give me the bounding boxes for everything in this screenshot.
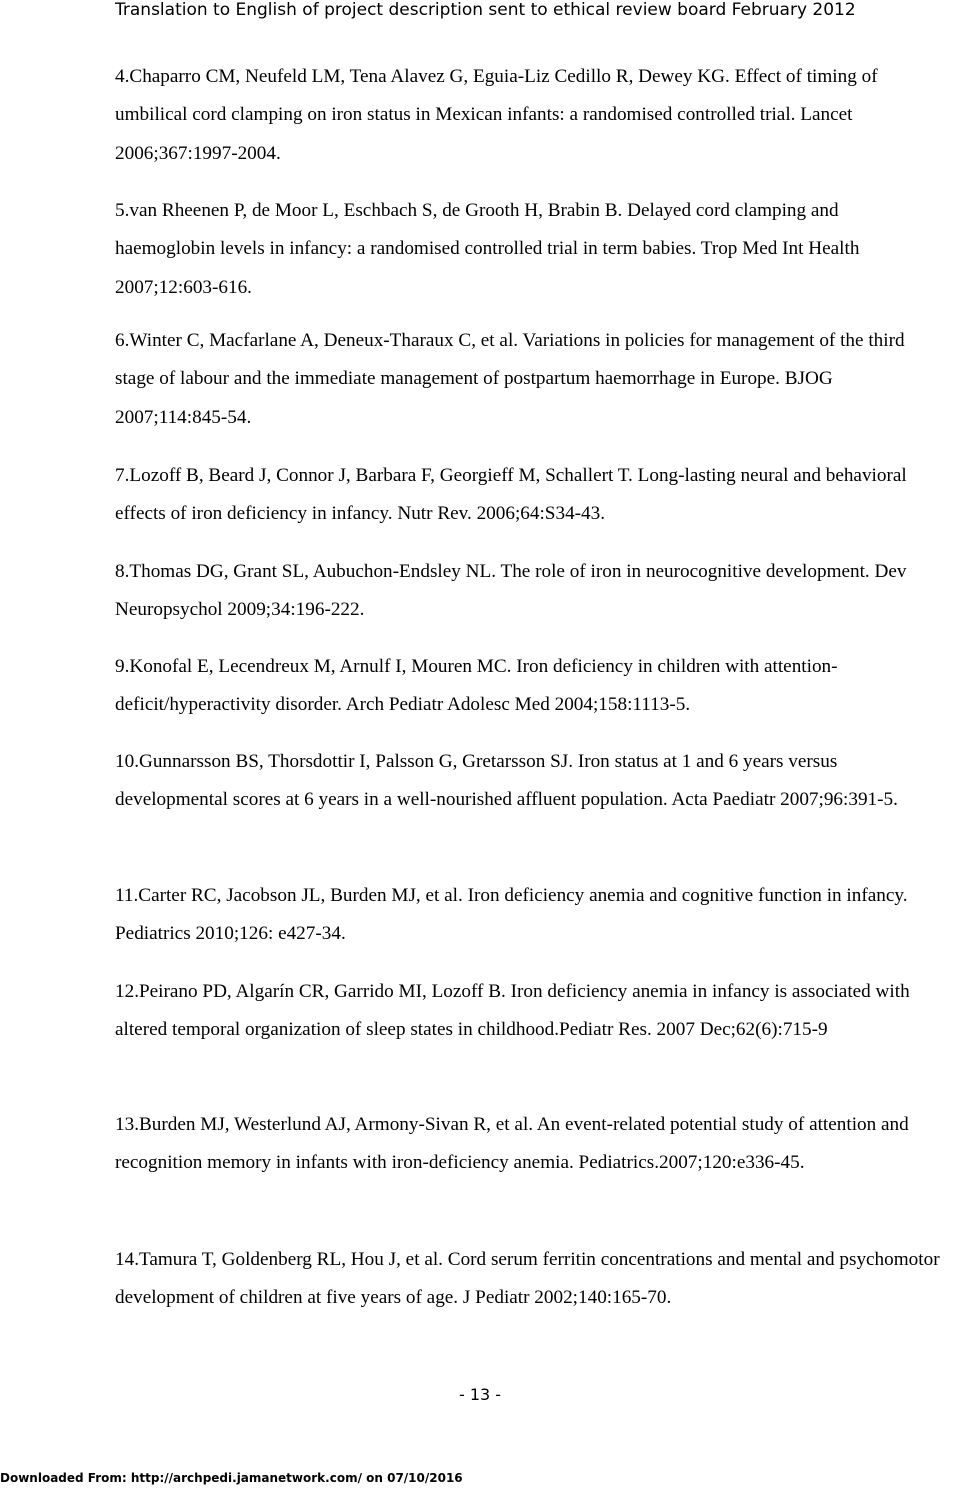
download-footer: Downloaded From: http://archpedi.jamanetwork.com/ on 07/10/2016 [0,1471,463,1485]
reference-item-12: 12.Peirano PD, Algarín CR, Garrido MI, Lozoff B. Iron deficiency anemia in infancy is associated with altered temporal organization of sleep states in childhood.Pediatr Res. 2007 Dec;62(6):715-9 [115,981,910,1041]
reference-item-9: 9.Konofal E, Lecendreux M, Arnulf I, Mouren MC. Iron deficiency in children with attention-deficit/hyperactivity disorder. Arch Pediatr Adolesc Med 2004;158:1113-5. [115,656,838,716]
reference-item-10: 10.Gunnarsson BS, Thorsdottir I, Palsson G, Gretarsson SJ. Iron status at 1 and 6 years versus developmental scores at 6 years in a well-nourished affluent population. Acta Paediatr 2007;96:391-5. [115,751,898,811]
reference-item-7: 7.Lozoff B, Beard J, Connor J, Barbara F, Georgieff M, Schallert T. Long-lasting neural and behavioral effects of iron deficiency in infancy. Nutr Rev. 2006;64:S34-43. [115,465,907,525]
page-number: - 13 - [458,1385,502,1404]
reference-item-11: 11.Carter RC, Jacobson JL, Burden MJ, et al. Iron deficiency anemia and cognitive function in infancy. Pediatrics 2010;126: e427-34. [115,885,908,945]
reference-item-8: 8.Thomas DG, Grant SL, Aubuchon-Endsley NL. The role of iron in neurocognitive development. Dev Neuropsychol 2009;34:196-222. [115,561,907,621]
running-header: Translation to English of project description sent to ethical review board February 2012 [115,0,856,20]
reference-item-5: 5.van Rheenen P, de Moor L, Eschbach S, de Grooth H, Brabin B. Delayed cord clamping and haemoglobin levels in infancy: a randomised controlled trial in term babies. Trop Med Int Health 2007;12:603-616. [115,200,860,298]
reference-item-4: 4.Chaparro CM, Neufeld LM, Tena Alavez G, Eguia-Liz Cedillo R, Dewey KG. Effect of timing of umbilical cord clamping on iron status in Mexican infants: a randomised controlled trial. Lancet 2006;367:1997-2004. [115,66,878,164]
reference-item-6: 6.Winter C, Macfarlane A, Deneux-Tharaux C, et al. Variations in policies for management of the third stage of labour and the immediate management of postpartum haemorrhage in Europe. BJOG 2007;114:845-54. [115,330,905,428]
reference-item-13: 13.Burden MJ, Westerlund AJ, Armony-Sivan R, et al. An event-related potential study of attention and recognition memory in infants with iron-deficiency anemia. Pediatrics.2007;120:e336-45. [115,1114,909,1174]
reference-item-14: 14.Tamura T, Goldenberg RL, Hou J, et al. Cord serum ferritin concentrations and mental and psychomotor development of children at five years of age. J Pediatr 2002;140:165-70. [115,1249,940,1309]
